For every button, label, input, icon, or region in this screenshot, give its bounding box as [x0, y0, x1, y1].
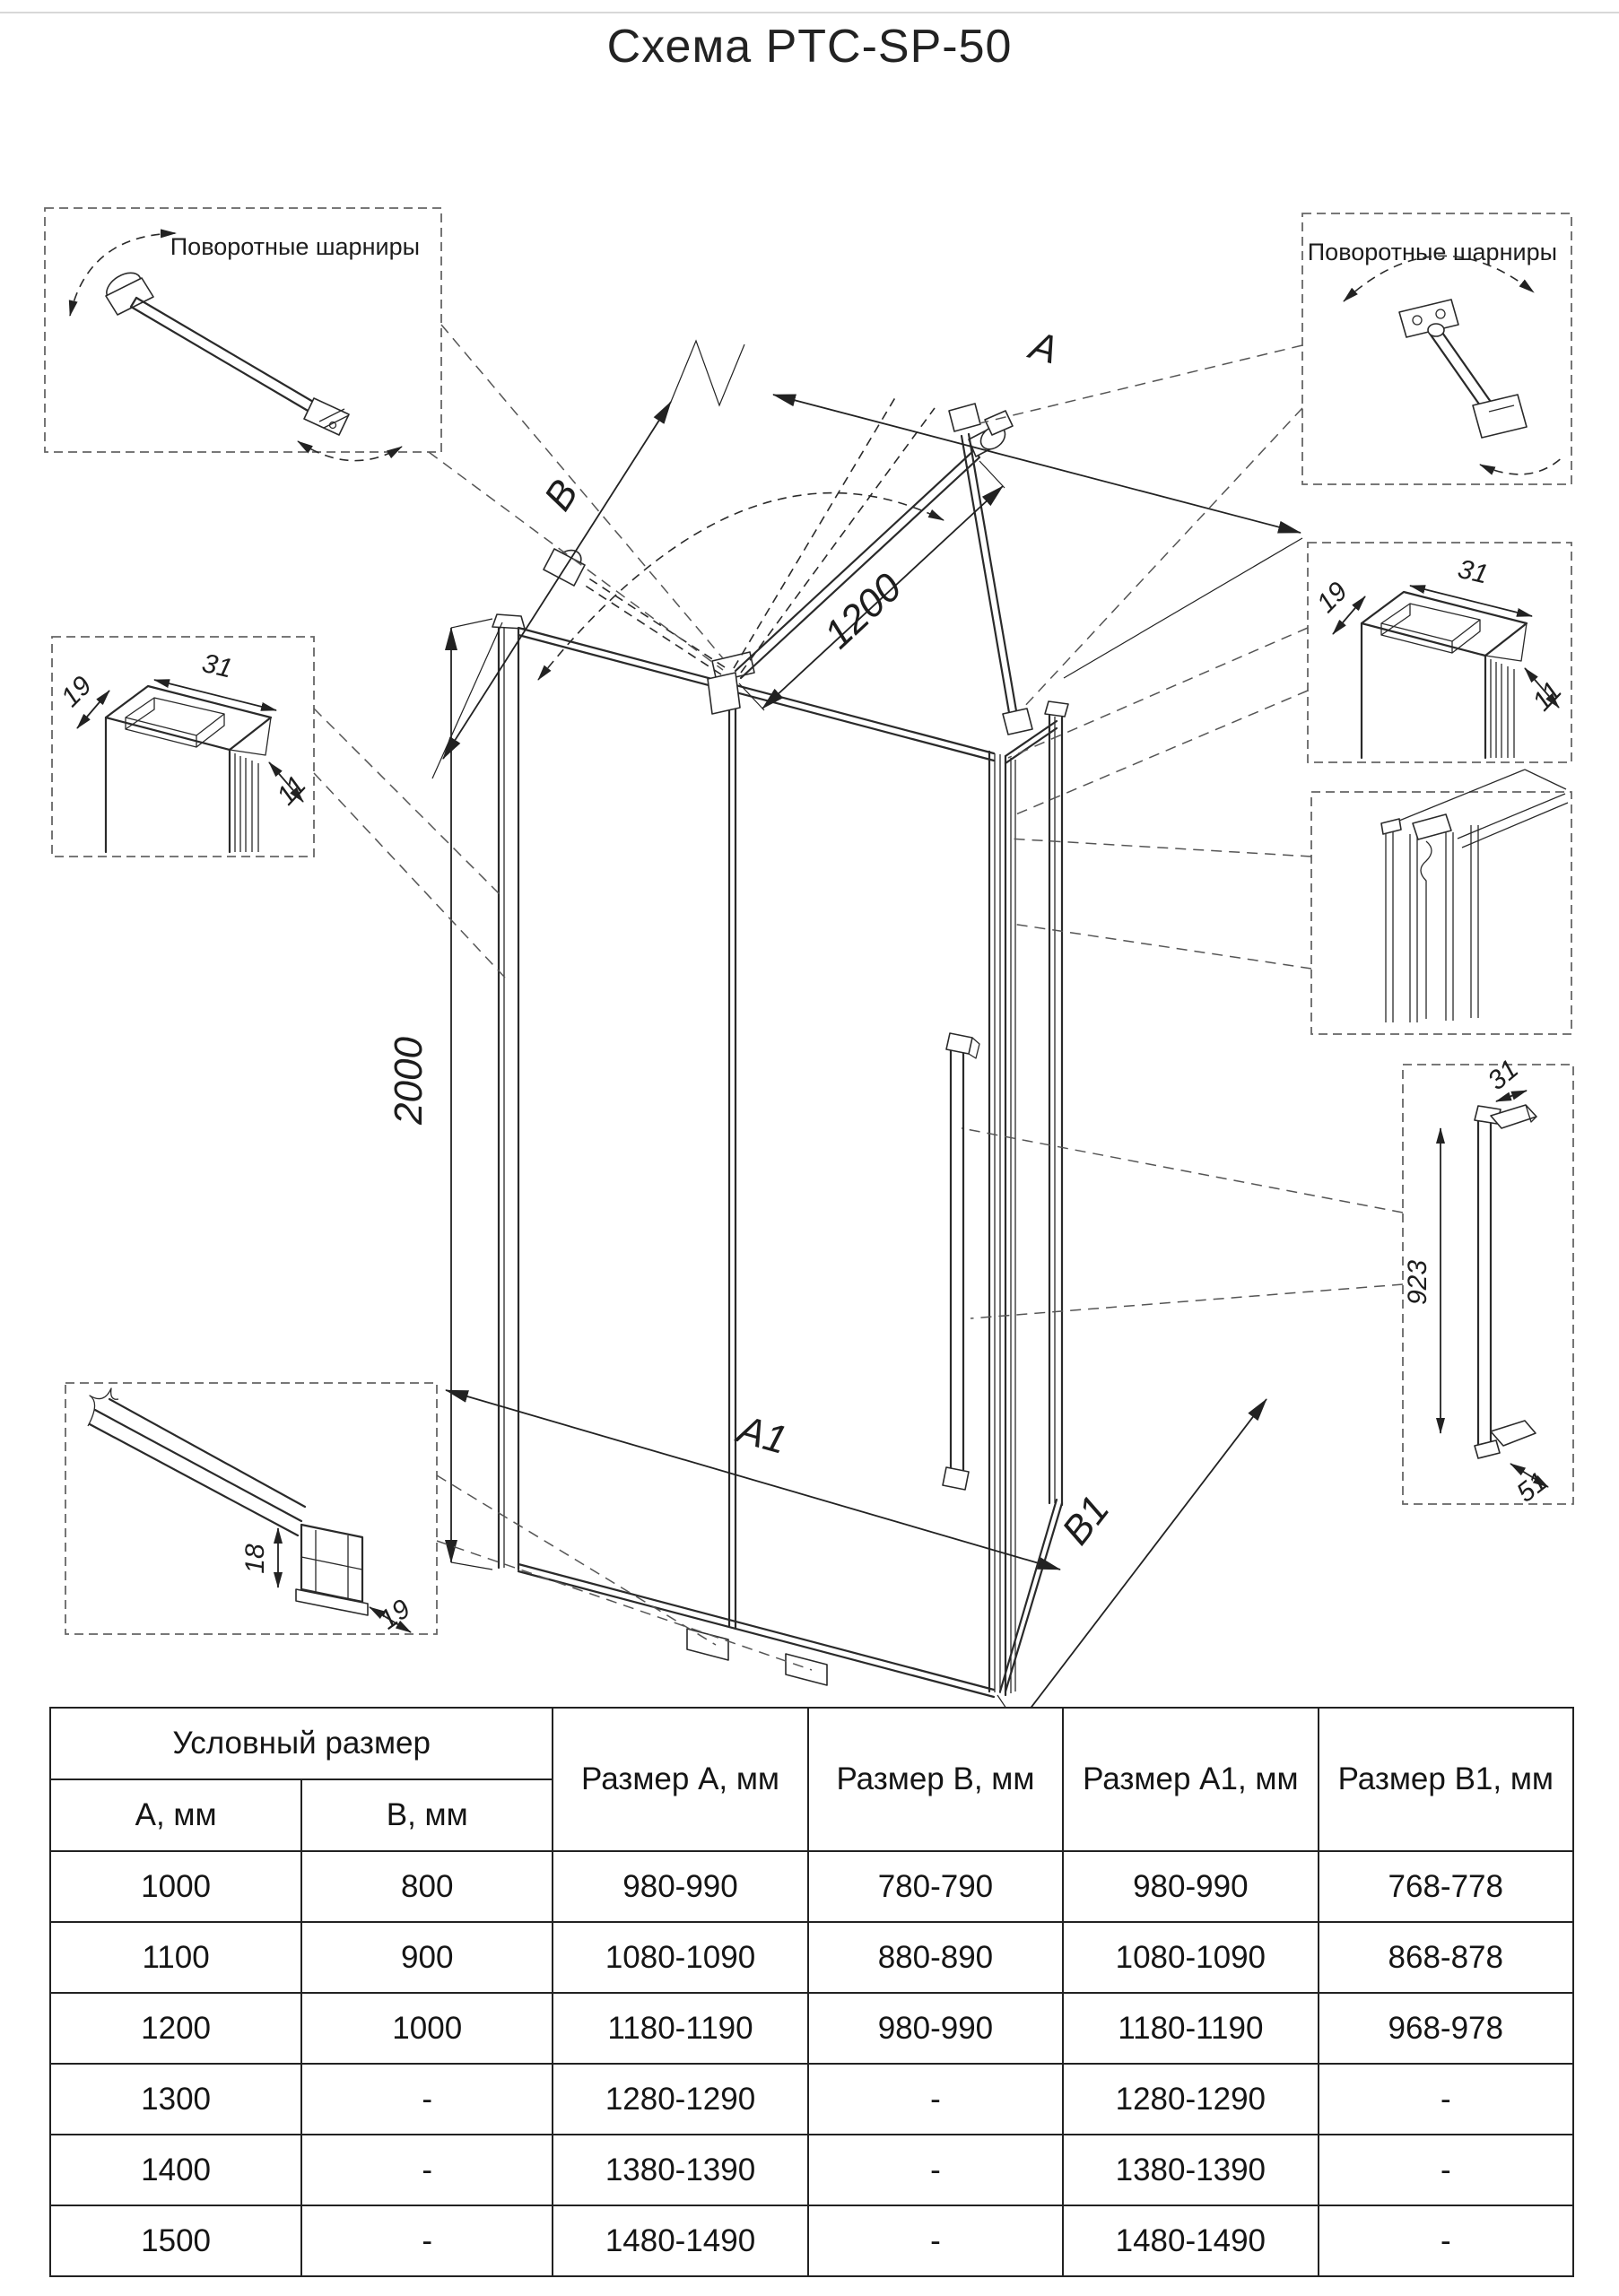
table-cell: 1100	[50, 1922, 301, 1993]
rail-height: 18	[240, 1544, 270, 1574]
table-row	[50, 2205, 1573, 2276]
table-cell: 1080-1090	[1063, 1922, 1318, 1993]
profile-right-depth: 19	[1310, 576, 1354, 619]
dimension-b	[432, 341, 744, 778]
table-cell: 1000	[301, 1993, 553, 2064]
table-header-b1: Размер B1, мм	[1319, 1708, 1573, 1851]
table-header-a: Размер A, мм	[553, 1708, 807, 1851]
table-cell: 968-978	[1319, 1993, 1573, 2064]
support-bar-side	[949, 404, 1032, 735]
wall-profile-detail-left	[52, 637, 314, 857]
table-row	[50, 2064, 1573, 2135]
profile-left-glass: 11	[271, 770, 312, 812]
hinge-right-label: Поворотные шарниры	[1307, 239, 1557, 265]
table-cell: -	[808, 2205, 1063, 2276]
table-subheader-b: B, мм	[301, 1779, 553, 1851]
bottom-rail-detail	[65, 1383, 437, 1635]
table-header-b: Размер B, мм	[808, 1708, 1063, 1851]
dimension-1200	[739, 461, 1005, 710]
seal-joint-detail	[1311, 770, 1571, 1034]
table-cell: 1500	[50, 2205, 301, 2276]
svg-text:B: B	[535, 472, 588, 518]
table-group-header: Условный размер	[50, 1708, 553, 1779]
table-cell: 1200	[50, 1993, 301, 2064]
page-title: Схема PTC-SP-50	[606, 21, 1013, 73]
table-cell: 880-890	[808, 1922, 1063, 1993]
table-cell: -	[1319, 2205, 1573, 2276]
hinge-left-label: Поворотные шарниры	[170, 233, 420, 260]
table-cell: 1380-1390	[1063, 2135, 1318, 2205]
svg-text:B1: B1	[1053, 1487, 1119, 1553]
table-cell: 1080-1090	[553, 1922, 807, 1993]
table-cell: 768-778	[1319, 1851, 1573, 1922]
left-wall-profile	[492, 614, 525, 1570]
table-cell: -	[1319, 2064, 1573, 2135]
handle-length: 923	[1403, 1259, 1432, 1306]
table-cell: 1280-1290	[553, 2064, 807, 2135]
table-cell: 980-990	[808, 1993, 1063, 2064]
table-cell: 980-990	[553, 1851, 807, 1922]
table-cell: -	[301, 2064, 553, 2135]
profile-right-width: 31	[1455, 553, 1492, 590]
size-table	[49, 1707, 1574, 2277]
table-cell: 1300	[50, 2064, 301, 2135]
profile-right-glass: 11	[1527, 675, 1568, 718]
table-cell: -	[808, 2135, 1063, 2205]
table-row	[50, 1851, 1573, 1922]
rail-depth: 19	[374, 1594, 416, 1636]
table-cell: 1480-1490	[553, 2205, 807, 2276]
svg-text:A1: A1	[733, 1407, 792, 1464]
profile-left-depth: 19	[55, 670, 98, 713]
table-cell: -	[808, 2064, 1063, 2135]
front-glass-wall	[518, 628, 994, 1697]
handle-top-width: 31	[1482, 1054, 1525, 1097]
rail-guides	[687, 1629, 827, 1685]
table-row	[50, 2135, 1573, 2205]
profile-left-width: 31	[199, 648, 236, 684]
wall-profile-detail-right	[1308, 543, 1571, 762]
support-bar-swung	[544, 545, 725, 674]
table-cell: 1180-1190	[1063, 1993, 1318, 2064]
door-handle	[943, 1033, 979, 1490]
table-cell: 980-990	[1063, 1851, 1318, 1922]
hinge-detail-left	[45, 208, 441, 461]
table-cell: -	[1319, 2135, 1573, 2205]
svg-text:1200: 1200	[815, 565, 910, 657]
table-header-a1: Размер A1, мм	[1063, 1708, 1318, 1851]
door-divider	[708, 652, 754, 1629]
size-table-body	[50, 1851, 1573, 2276]
leader-lines	[314, 325, 1403, 1670]
handle-detail	[1403, 1054, 1573, 1508]
table-row	[50, 1922, 1573, 1993]
table-cell: 900	[301, 1922, 553, 1993]
enclosure-drawing	[492, 395, 1068, 1697]
table-cell: 1180-1190	[553, 1993, 807, 2064]
table-cell: 1400	[50, 2135, 301, 2205]
table-cell: 1000	[50, 1851, 301, 1922]
table-row	[50, 1993, 1573, 2064]
svg-text:A: A	[1025, 323, 1063, 373]
table-cell: -	[301, 2135, 553, 2205]
table-subheader-a: A, мм	[50, 1779, 301, 1851]
table-cell: 1480-1490	[1063, 2205, 1318, 2276]
corner-post	[989, 752, 1015, 1695]
table-cell: -	[301, 2205, 553, 2276]
table-cell: 780-790	[808, 1851, 1063, 1922]
table-cell: 868-878	[1319, 1922, 1573, 1993]
table-cell: 1280-1290	[1063, 2064, 1318, 2135]
table-cell: 1380-1390	[553, 2135, 807, 2205]
dimension-a1	[446, 1390, 1060, 1570]
table-cell: 800	[301, 1851, 553, 1922]
handle-bottom-width: 51	[1510, 1466, 1554, 1509]
svg-text:2000: 2000	[387, 1037, 431, 1125]
hinge-detail-right	[1302, 213, 1571, 484]
